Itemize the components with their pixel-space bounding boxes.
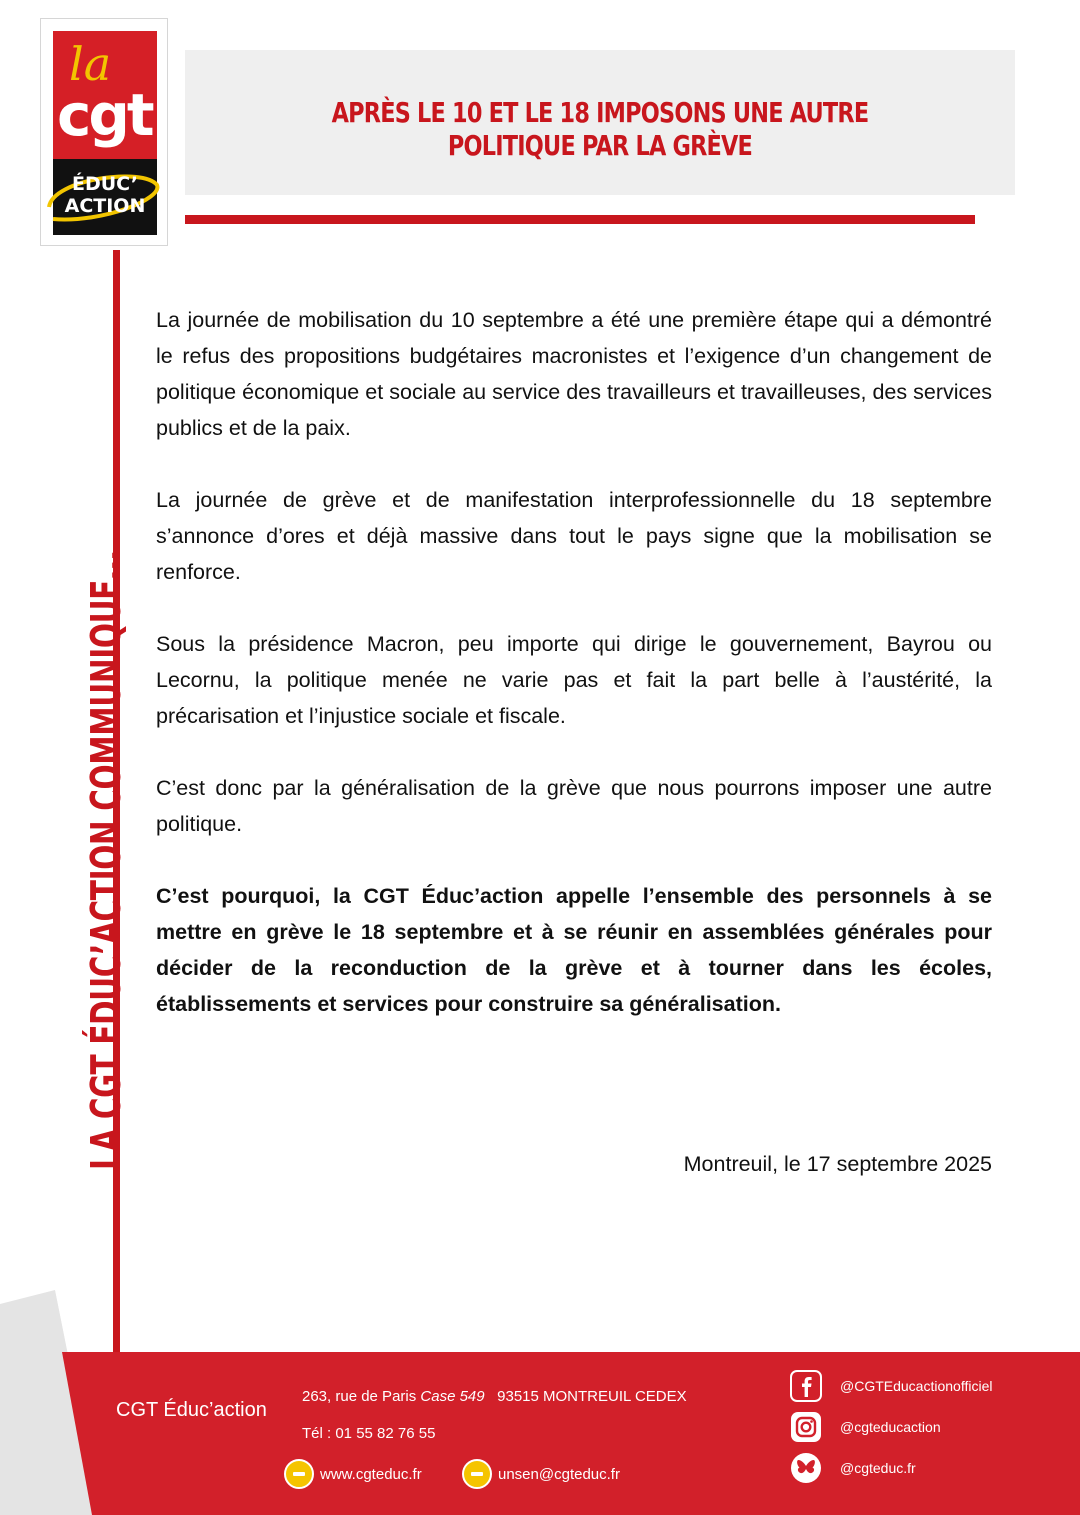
footer-address-city: 93515 MONTREUIL CEDEX	[497, 1388, 687, 1405]
paragraph-2: La journée de grève et de manifestation interprofessionnelle du 18 septembre s’annonce d’ores et déjà massive dans tout le pays signe que la mobilisation se renforce.	[156, 488, 992, 584]
footer-org-name: CGT Éduc’action	[116, 1399, 267, 1421]
mail-icon	[462, 1459, 492, 1489]
logo-educ-line1: ÉDUC’	[71, 173, 139, 195]
facebook-icon	[790, 1370, 822, 1402]
footer-address-street: 263, rue de Paris	[302, 1388, 421, 1405]
cgt-logo	[40, 18, 168, 246]
page-title: APRÈS LE 10 ET LE 18 IMPOSONS UNE AUTRE POLITIQUE PAR LA GRÈVE	[331, 96, 869, 162]
header-banner	[185, 50, 1015, 195]
instagram-handle[interactable]: @cgteducaction	[840, 1419, 941, 1435]
logo-educaction-block	[53, 159, 157, 235]
footer-phone: Tél : 01 55 82 76 55	[302, 1425, 436, 1442]
footer-email-link[interactable]	[462, 1459, 620, 1489]
bluesky-handle[interactable]: @cgteduc.fr	[840, 1460, 916, 1476]
signature-date: Montreuil, le 17 septembre 2025	[683, 1152, 992, 1176]
facebook-handle[interactable]: @CGTEducactionofficiel	[840, 1378, 993, 1394]
footer-website-link[interactable]	[284, 1459, 422, 1489]
instagram-icon	[790, 1411, 822, 1443]
logo-educ-line2: ACTION	[64, 195, 146, 217]
paragraph-3: Sous la présidence Macron, peu importe qui dirige le gouvernement, Bayrou ou Lecornu, la politique menée ne varie pas et fait la part belle à l’austérité, la précarisation et l’injustice sociale et fiscale.	[156, 632, 992, 728]
side-banner-label: LA CGT ÉDUC’ACTION COMMUNIQUE…	[82, 550, 130, 1170]
logo-la-text: la	[69, 37, 112, 91]
paragraph-4: C’est donc par la généralisation de la grève que nous pourrons imposer une autre politique.	[156, 776, 992, 836]
footer-address	[302, 1388, 687, 1405]
communique-body	[156, 302, 992, 1058]
logo-educ-text	[59, 173, 151, 217]
footer	[0, 1352, 1080, 1515]
bluesky-link[interactable]	[790, 1452, 916, 1484]
butterfly-icon	[790, 1452, 822, 1484]
paragraph-1: La journée de mobilisation du 10 septembre a été une première étape qui a démontré le refus des propositions budgétaires macronistes et l’exigence d’un changement de politique économique et sociale au service des travailleurs et travailleuses, des services publics et de la paix.	[156, 308, 992, 440]
instagram-link[interactable]	[790, 1411, 941, 1443]
footer-address-case: Case 549	[420, 1388, 485, 1405]
footer-email-text[interactable]: unsen@cgteduc.fr	[498, 1465, 620, 1483]
header-divider	[185, 215, 975, 224]
paragraph-5-call-to-action: C’est pourquoi, la CGT Éduc’action appelle l’ensemble des personnels à se mettre en grève le 18 septembre et à se réunir en assemblées générales pour décider de la reconduction de la grève et à tourner dans les écoles, établissements et services pour construire sa généralisation.	[156, 884, 992, 1016]
side-banner-text	[82, 310, 130, 1170]
globe-icon	[284, 1459, 314, 1489]
footer-website-text[interactable]: www.cgteduc.fr	[320, 1465, 422, 1483]
facebook-link[interactable]	[790, 1370, 992, 1402]
logo-cgt-text: cgt	[57, 81, 152, 149]
